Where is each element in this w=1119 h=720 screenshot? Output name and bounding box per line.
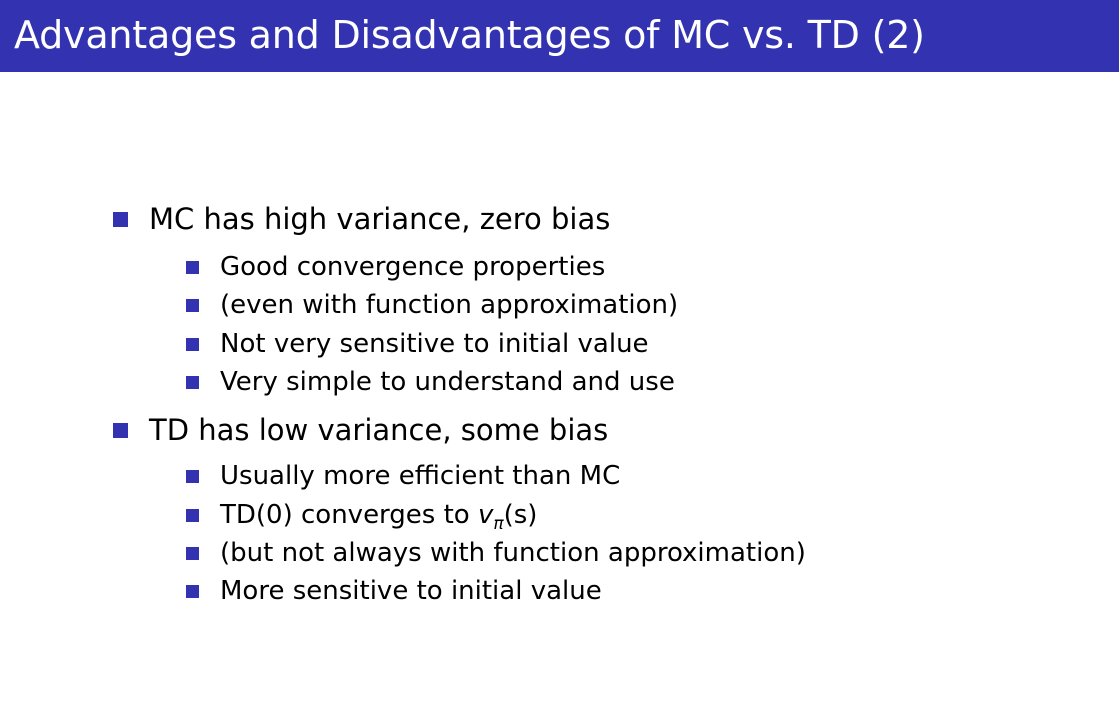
bullet-square-icon (113, 423, 128, 438)
bullet-mc-item-4 (186, 365, 675, 399)
bullet-td-heading (113, 412, 608, 448)
bullet-text: (but not always with function approximation) (220, 538, 806, 568)
bullet-mc-item-1 (186, 250, 605, 284)
bullet-text: Very simple to understand and use (220, 367, 675, 397)
bullet-square-icon (113, 212, 128, 227)
bullet-td-item-2 (186, 498, 537, 532)
bullet-square-icon (186, 470, 199, 483)
slide-title: Advantages and Disadvantages of MC vs. TD (2) (14, 13, 925, 57)
bullet-td-item-3 (186, 536, 806, 570)
bullet-mc-heading (113, 201, 610, 237)
bullet-text: TD(0) converges to (220, 500, 478, 530)
bullet-square-icon (186, 299, 199, 312)
value-function-math (477, 500, 538, 534)
bullet-text: Not very sensitive to initial value (220, 329, 649, 359)
bullet-text: More sensitive to initial value (220, 576, 602, 606)
bullet-text: MC has high variance, zero bias (149, 202, 611, 236)
title-bar (0, 0, 1119, 72)
math-v: v (477, 500, 494, 530)
bullet-text: (even with function approximation) (220, 290, 679, 320)
bullet-text: Good convergence properties (220, 252, 606, 282)
bullet-square-icon (186, 585, 199, 598)
bullet-td-item-1 (186, 459, 620, 493)
bullet-text: Usually more efficient than MC (220, 461, 621, 491)
bullet-mc-item-3 (186, 327, 649, 361)
math-pi-subscript: π (493, 514, 504, 534)
bullet-square-icon (186, 376, 199, 389)
bullet-square-icon (186, 509, 199, 522)
bullet-square-icon (186, 338, 199, 351)
bullet-square-icon (186, 261, 199, 274)
bullet-mc-item-2 (186, 288, 678, 322)
bullet-td-item-4 (186, 574, 602, 608)
math-arg: (s) (503, 500, 538, 530)
bullet-square-icon (186, 547, 199, 560)
bullet-text: TD has low variance, some bias (149, 413, 609, 447)
